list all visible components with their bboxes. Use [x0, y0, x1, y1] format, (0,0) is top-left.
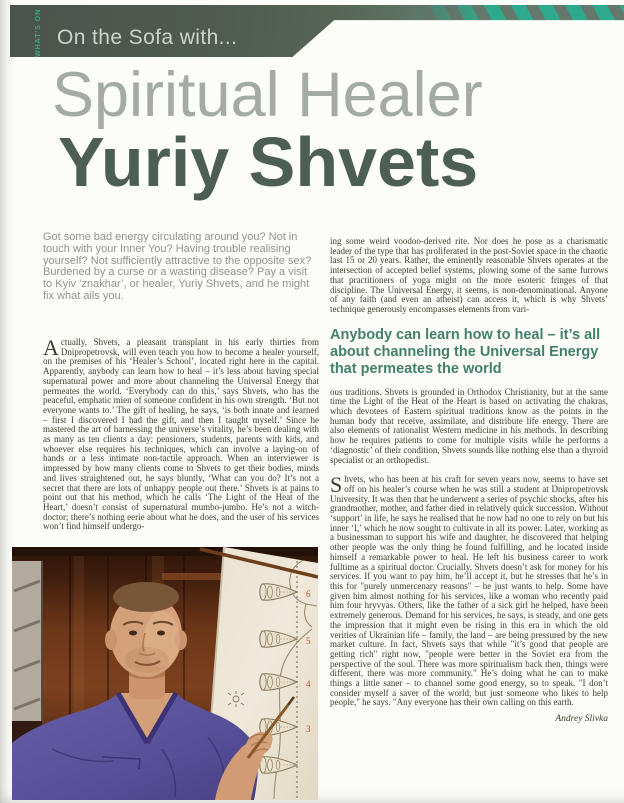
photo-warm-tint: [12, 547, 318, 800]
right-paragraph-3-text: hvets, who has been at his craft for seven years now, seems to have set off on his healer’s course when he was still a student at Dnipropetrovsk University. It was then that he underwent a series of psychic shocks, after his grandmother, mother, and father died in relatively quick succession. Without ‘support’ in life, he says he realised that he now had no one to rely on but his inner ‘I,’ which he now sought to cultivate in all its power. Later, working as a businessman to support his wife and daughter, he discovered that helping other people was the only thing he found fulfilling, and he located inside himself a remarkable power to heal. He left his business career to work fulltime as a spiritual doctor. Crucially, Shvets doesn’t ask for money for his services. If you want to pay him, he’ll accept it, but he stresses that he’s in this for "purely unmercenary reasons" – he just wants to help. Some have given him almost nothing for his services, like a woman who recently paid him four hryvyas. Others, like the father of a sick girl he helped, have been extremely generous. Demand for his services, he says, is steady, and one gets the impression that it might even be rising in this era in which the old verities of Ukrainian life – family, the land – are being pressured by the new market culture. In fact, Shvets says that while "it’s good that people are getting rich" right now, "people were better in the Soviet era from the perspective of the soul. There was more spiritualism back then, things were different, there was more community." He’s doing what he can to make things a little saner – to channel some good energy, so to speak. "I don’t consider myself a saver of the world, but just someone who likes to help people," he says. "Any everyone has their own calling on this earth.: [330, 474, 608, 708]
left-column-paragraph: ctually, Shvets, a pleasant transplant in his early thirties from Dnipropetrovsk, will even teach you how to become a healer yourself, on the premises of his ‘Healer’s School’, located right here in the capital. Apparently, anybody can learn how to heal – it’s less about having special supernatural power and more about channeling the Universal Energy that permeates the world. ‘Everybody can do this,’ says Shvets, who has the peaceful, emphatic mien of someone confident in his own strength. ‘But not everyone wants to.’ The gift of healing, he says, ‘is both innate and learned – first I discovered I had the gift, and then I taught myself.’ Since he mastered the art of harnessing the universe’s vitality, he’s been dealing with as many as ten clients a day: pensioners, students, parents with kids, and whoever else requires his techniques, which can involve a laying-on of hands or a less intimate non-tactile approach. When an interviewer is impressed by how many clients come to Shvets to get their bodies, minds and lives straightened out, he says bluntly, ‘What can you do? It’s not a secret that there are lots of unhappy people out there.’ Shvets is at pains to point out that his method, which he calls ‘The Light of the Heat of the Heart,’ doesn’t consist of supernatural mumbo-jumbo. He’s not a witch-doctor; there’s nothing eerie about what he does, and the user of his services won’t find himself undergo-: [43, 338, 319, 532]
article-photo: [12, 547, 318, 800]
dropcap-s: S: [330, 472, 343, 498]
headline-line2: Yuriy Shvets: [58, 123, 479, 201]
right-paragraph-2: ous traditions. Shvets is grounded in Orthodox Christianity, but at the same time the Light of the Heat of the Heart is based on activating the chakras, which devotees of Eastern spiritual traditions know as the points in the human body that receive, assimilate, and distribute life energy. There are also elements of rationalist Western medicine in his methods. In describing how he requires patients to come for multiple visits while he performs a ‘diagnostic’ of their condition, Shvets sounds like nothing else than a thyroid specialist or an orthopedist.: [330, 386, 608, 465]
section-title: On the Sofa with...: [57, 26, 238, 49]
vertical-kicker-label: WHAT'S ON: [35, 8, 42, 57]
byline: Andrey Slivka: [555, 714, 608, 725]
right-column: [330, 237, 608, 725]
right-paragraph-3: [330, 472, 608, 708]
right-paragraph-1: ing some weird voodoo-derived rite. Nor does he pose as a charismatic leader of the type that has proliferated in the post-Soviet space in the chaotic last 15 or 20 years. Rather, the eminently reasonable Shvets operates at the intersection of accepted belief systems, plowing some of the same furrows that practitioners of yoga might on the more esoteric fringes of that discipline. The Universal Energy, it seems, is non-denominational. Anyone of any faith (and even an atheist) can access it, which is why Shvets’ technique generously encompasses elements from vari-: [330, 236, 608, 314]
banner-stripes-decoration: [410, 5, 624, 20]
pull-quote: Anybody can learn how to heal – it’s all about channeling the Universal Energy that permeates the world: [330, 326, 601, 377]
standfirst: Got some bad energy circulating around you? Not in touch with your Inner You? Having trouble realising yourself? Not sufficiently attractive to the opposite sex? Burdened by a curse or a wasting disease? Pay a visit to Kyiv ‘znakhar’, or healer, Yuriy Shvets, and he might fix what ails you.: [43, 231, 312, 302]
dropcap-a: A: [43, 338, 59, 360]
left-column-body: [43, 338, 319, 544]
headline-line1: Spiritual Healer: [52, 60, 483, 130]
